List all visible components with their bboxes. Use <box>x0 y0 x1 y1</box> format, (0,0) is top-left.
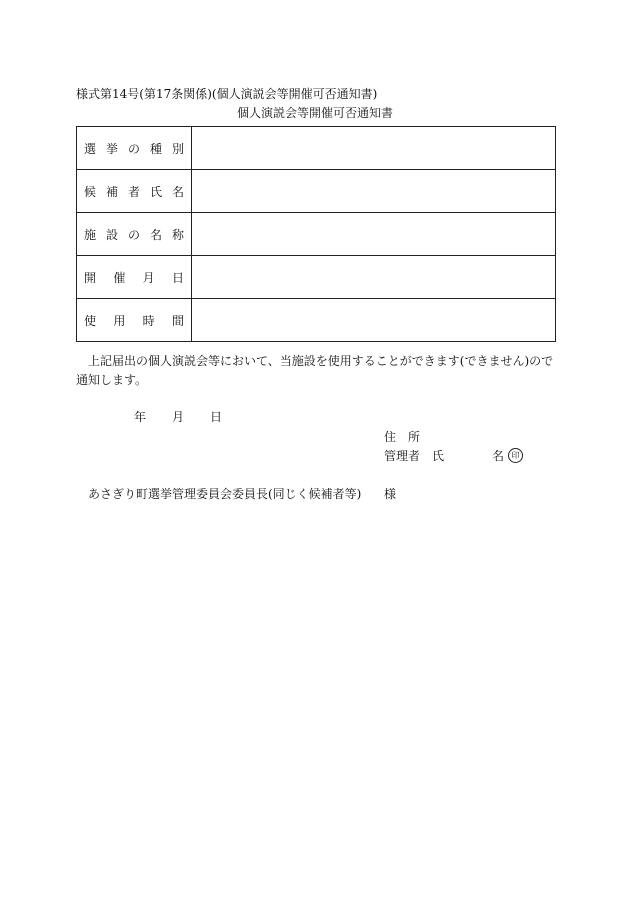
notification-table <box>76 126 556 342</box>
label-char: 使 <box>84 313 97 328</box>
manager-signature-line <box>384 447 523 464</box>
recipient-honorific: 様 <box>384 487 397 501</box>
spread-label <box>84 140 184 157</box>
label-char: 施 <box>84 227 97 242</box>
notice-line-1-text: 上記届出の個人演説会等において、当施設を使用することができます(できません)ので <box>88 354 554 368</box>
label-char: 称 <box>171 227 184 242</box>
label-char: 別 <box>171 141 184 156</box>
label-char: 催 <box>113 270 126 285</box>
label-char: 候 <box>84 184 97 199</box>
row-value-election-type[interactable] <box>192 127 556 170</box>
label-char: の <box>127 141 140 156</box>
notice-line-1 <box>76 352 556 371</box>
date-day: 日 <box>210 410 223 424</box>
notice-text <box>76 352 556 390</box>
table-row <box>77 256 556 299</box>
table-row <box>77 127 556 170</box>
spread-label <box>84 312 184 329</box>
name-label: 名 <box>492 449 505 463</box>
row-value-candidate-name[interactable] <box>192 170 556 213</box>
row-label-election-type <box>77 127 192 170</box>
document-title: 個人演説会等開催可否通知書 <box>236 106 393 120</box>
row-value-facility-name[interactable] <box>192 213 556 256</box>
row-label-candidate-name <box>77 170 192 213</box>
label-char: 間 <box>171 313 184 328</box>
label-char: 設 <box>105 227 118 242</box>
label-char: 種 <box>149 141 162 156</box>
table-row <box>77 170 556 213</box>
manager-label: 管理者 氏 <box>384 449 445 463</box>
date-month: 月 <box>172 410 185 424</box>
row-label-facility-name <box>77 213 192 256</box>
label-char: 者 <box>127 184 140 199</box>
label-char: 氏 <box>149 184 162 199</box>
row-label-date <box>77 256 192 299</box>
row-label-usage-time <box>77 299 192 342</box>
table-row <box>77 299 556 342</box>
spread-label <box>84 183 184 200</box>
label-char: 開 <box>84 270 97 285</box>
label-char: 挙 <box>105 141 118 156</box>
table-row <box>77 213 556 256</box>
recipient-name: あさぎり町選挙管理委員会委員長(同じく候補者等) <box>88 487 362 501</box>
spread-label <box>84 269 184 286</box>
form-reference: 様式第14号(第17条関係)(個人演説会等開催可否通知書) <box>76 87 378 101</box>
label-char: 名 <box>149 227 162 242</box>
label-char: 用 <box>113 313 126 328</box>
label-char: 選 <box>84 141 97 156</box>
label-char: 日 <box>171 270 184 285</box>
row-value-date[interactable] <box>192 256 556 299</box>
label-char: 名 <box>171 184 184 199</box>
row-value-usage-time[interactable] <box>192 299 556 342</box>
date-year: 年 <box>134 410 147 424</box>
label-char: 時 <box>142 313 155 328</box>
notice-line-2: 通知します。 <box>76 373 148 387</box>
seal-icon: 印 <box>508 448 523 463</box>
label-char: 補 <box>105 184 118 199</box>
address-label: 住 所 <box>384 430 421 444</box>
label-char: 月 <box>142 270 155 285</box>
spread-label <box>84 226 184 243</box>
date-line <box>134 408 222 425</box>
label-char: の <box>127 227 140 242</box>
